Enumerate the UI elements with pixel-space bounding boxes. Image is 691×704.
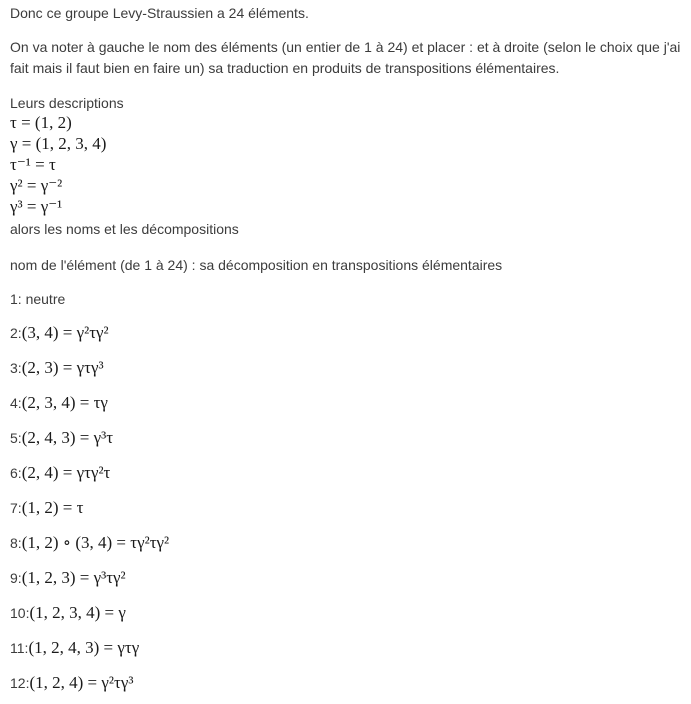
element-row xyxy=(10,290,65,308)
element-label: 5: xyxy=(10,430,22,446)
descriptions-heading: Leurs descriptions xyxy=(10,95,124,111)
explanation-paragraph: On va noter à gauche le nom des éléments (un entier de 1 à 24) et placer : et à droite (selon le choix que j'ai fait mais il faut bien en faire un) sa traduction en produits de transpositions élémentaires. xyxy=(10,39,681,76)
element-decomposition: (1, 2, 4, 3) = γτγ xyxy=(28,638,140,657)
description-tau: τ = (1, 2) xyxy=(10,113,72,132)
element-row xyxy=(10,324,109,342)
element-decomposition: (1, 2) ∘ (3, 4) = τγ²τγ² xyxy=(21,533,170,552)
element-label: 2: xyxy=(10,325,22,341)
element-row xyxy=(10,464,110,482)
element-decomposition: (2, 4) = γτγ²τ xyxy=(21,463,111,482)
element-decomposition: (1, 2, 3, 4) = γ xyxy=(29,603,126,622)
element-row xyxy=(10,394,108,412)
element-label: 10: xyxy=(10,605,30,621)
element-row xyxy=(10,674,133,692)
intro-text: Donc ce groupe Levy-Straussien a 24 éléments. xyxy=(10,5,309,21)
element-row xyxy=(10,429,113,447)
element-row xyxy=(10,604,126,622)
description-gamma-cubed: γ³ = γ⁻¹ xyxy=(10,197,63,216)
element-label: 8: xyxy=(10,535,22,551)
element-decomposition: (2, 4, 3) = γ³τ xyxy=(21,428,114,447)
element-row xyxy=(10,499,83,517)
element-decomposition: (2, 3) = γτγ³ xyxy=(21,358,104,377)
element-label: 11: xyxy=(10,640,29,656)
element-label: 3: xyxy=(10,360,22,376)
element-label: 1: xyxy=(10,291,26,307)
element-label: 6: xyxy=(10,465,22,481)
element-label: 7: xyxy=(10,500,22,516)
element-decomposition: (2, 3, 4) = τγ xyxy=(21,393,108,412)
element-decomposition: (1, 2, 3) = γ³τγ² xyxy=(21,568,126,587)
element-decomposition: (3, 4) = γ²τγ² xyxy=(21,323,109,342)
element-label: 4: xyxy=(10,395,22,411)
then-text: alors les noms et les décompositions xyxy=(10,221,239,237)
element-decomposition: (1, 2, 4) = γ²τγ³ xyxy=(29,673,134,692)
element-row xyxy=(10,534,169,552)
element-decomposition: neutre xyxy=(25,291,66,307)
description-tau-inverse: τ⁻¹ = τ xyxy=(10,155,56,174)
element-decomposition: (1, 2) = τ xyxy=(21,498,84,517)
table-heading: nom de l'élément (de 1 à 24) : sa décomposition en transpositions élémentaires xyxy=(10,257,503,273)
element-label: 12: xyxy=(10,675,30,691)
description-gamma: γ = (1, 2, 3, 4) xyxy=(10,134,107,153)
element-row xyxy=(10,639,139,657)
element-row xyxy=(10,359,104,377)
element-label: 9: xyxy=(10,570,22,586)
element-row xyxy=(10,569,126,587)
description-gamma-squared: γ² = γ⁻² xyxy=(10,176,63,195)
